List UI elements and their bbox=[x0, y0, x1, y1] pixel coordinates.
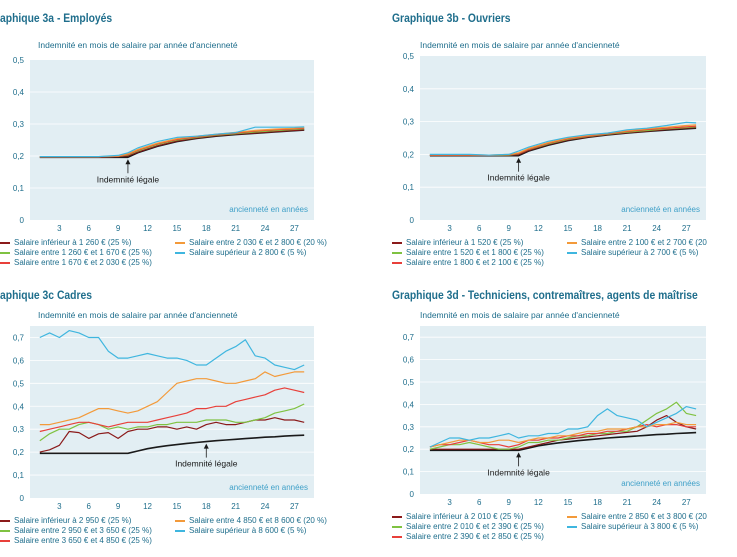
x-tick-label: 9 bbox=[115, 502, 121, 511]
x-tick-label: 24 bbox=[260, 502, 270, 511]
legend-item bbox=[567, 512, 707, 521]
legend-item bbox=[0, 526, 152, 535]
y-tick-label: 0,7 bbox=[12, 333, 24, 343]
x-tick-label: 21 bbox=[622, 224, 632, 232]
y-tick-label: 0,2 bbox=[402, 150, 414, 160]
legend-swatch bbox=[175, 252, 185, 254]
legend-swatch bbox=[0, 242, 10, 244]
legend-item bbox=[175, 516, 327, 525]
y-tick-label: 0,1 bbox=[402, 467, 414, 477]
legend-label: Salaire entre 2 030 € et 2 800 € (20 %) bbox=[189, 238, 327, 247]
y-tick-label: 0,1 bbox=[402, 183, 414, 193]
panel-subtitle: Indemnité en mois de salaire par année d'ancienneté bbox=[38, 40, 238, 50]
x-tick-label: 12 bbox=[533, 498, 543, 507]
x-axis-label: ancienneté en années bbox=[621, 205, 700, 214]
panel-title: Graphique 3d - Techniciens, contremaîtres, agents de maîtrise bbox=[392, 290, 698, 302]
legend-swatch bbox=[567, 242, 577, 244]
chart-3d bbox=[392, 322, 722, 508]
panel-subtitle: Indemnité en mois de salaire par année d'ancienneté bbox=[38, 310, 238, 320]
legend-item bbox=[392, 258, 544, 267]
legend-item bbox=[175, 526, 306, 535]
x-tick-label: 9 bbox=[115, 224, 121, 232]
x-tick-label: 3 bbox=[447, 498, 452, 507]
x-tick-label: 27 bbox=[289, 502, 299, 511]
legend-swatch bbox=[392, 516, 402, 518]
legend-item bbox=[567, 248, 698, 257]
legend-swatch bbox=[0, 520, 10, 522]
legend-item bbox=[392, 522, 544, 531]
legend-label: Salaire entre 2 850 € et 3 800 € (20 bbox=[581, 512, 707, 521]
x-tick-label: 27 bbox=[289, 224, 299, 232]
legend-label: Salaire entre 2 390 € et 2 850 € (25 %) bbox=[406, 532, 544, 541]
legend-swatch bbox=[392, 526, 402, 528]
x-tick-label: 15 bbox=[563, 224, 573, 232]
x-tick-label: 15 bbox=[172, 502, 182, 511]
legend-swatch bbox=[0, 262, 10, 264]
y-tick-label: 0,4 bbox=[12, 402, 24, 412]
y-tick-label: 0 bbox=[19, 216, 24, 225]
x-tick-label: 12 bbox=[533, 224, 543, 232]
y-tick-label: 0,2 bbox=[12, 152, 24, 161]
chart-3c bbox=[0, 322, 330, 512]
panel-title: aphique 3a - Employés bbox=[0, 13, 113, 25]
y-tick-label: 0,4 bbox=[402, 84, 414, 94]
legend-swatch bbox=[0, 540, 10, 542]
x-tick-label: 9 bbox=[506, 224, 511, 232]
x-tick-label: 6 bbox=[476, 224, 482, 232]
y-tick-label: 0,6 bbox=[12, 356, 24, 366]
y-tick-label: 0,3 bbox=[402, 117, 414, 127]
chart-3a bbox=[0, 52, 330, 232]
legend-item bbox=[0, 536, 152, 545]
legend-label: Salaire supérieur à 2 800 € (5 %) bbox=[189, 248, 307, 257]
y-tick-label: 0,7 bbox=[402, 333, 414, 343]
y-tick-label: 0,4 bbox=[12, 88, 24, 97]
panel-title: Graphique 3b - Ouvriers bbox=[392, 13, 511, 25]
y-tick-label: 0,1 bbox=[12, 471, 24, 481]
legend-swatch bbox=[392, 536, 402, 538]
legend-item bbox=[567, 238, 707, 247]
legend-swatch bbox=[0, 252, 10, 254]
y-tick-label: 0 bbox=[409, 490, 414, 499]
y-tick-label: 0 bbox=[409, 216, 414, 225]
chart-3b bbox=[392, 52, 722, 232]
legend-swatch bbox=[175, 242, 185, 244]
y-tick-label: 0,1 bbox=[12, 184, 24, 193]
legend-label: Salaire entre 1 260 € et 1 670 € (25 %) bbox=[14, 248, 152, 257]
x-tick-label: 12 bbox=[143, 502, 152, 511]
x-axis-label: ancienneté en années bbox=[229, 483, 308, 492]
x-tick-label: 15 bbox=[563, 498, 573, 507]
y-tick-label: 0,5 bbox=[12, 379, 24, 389]
y-tick-label: 0,5 bbox=[402, 52, 414, 61]
legend-item bbox=[0, 258, 152, 267]
legend-label: Salaire entre 4 850 € et 8 600 € (20 %) bbox=[189, 516, 327, 525]
x-tick-label: 6 bbox=[86, 224, 91, 232]
legend-label: Salaire supérieur à 2 700 € (5 %) bbox=[581, 248, 699, 257]
legend-label: Salaire inférieur à 2 010 € (25 %) bbox=[406, 512, 524, 521]
x-tick-label: 24 bbox=[260, 224, 270, 232]
legend-swatch bbox=[175, 520, 185, 522]
y-tick-label: 0,2 bbox=[402, 445, 414, 455]
legend-swatch bbox=[392, 262, 402, 264]
y-tick-label: 0,3 bbox=[402, 422, 414, 432]
legend-item bbox=[175, 248, 306, 257]
x-tick-label: 21 bbox=[231, 502, 241, 511]
legend-label: Salaire entre 2 010 € et 2 390 € (25 %) bbox=[406, 522, 544, 531]
x-axis-label: ancienneté en années bbox=[621, 479, 700, 488]
panel-title: aphique 3c Cadres bbox=[0, 290, 93, 302]
x-tick-label: 6 bbox=[476, 498, 482, 507]
annotation-label: Indemnité légale bbox=[487, 467, 550, 478]
x-tick-label: 9 bbox=[506, 498, 511, 507]
legend-label: Salaire entre 1 520 € et 1 800 € (25 %) bbox=[406, 248, 544, 257]
annotation-label: Indemnité légale bbox=[96, 174, 160, 185]
legend-swatch bbox=[392, 242, 402, 244]
legend-item bbox=[567, 522, 698, 531]
x-tick-label: 21 bbox=[231, 224, 241, 232]
legend-swatch bbox=[567, 526, 577, 528]
legend-swatch bbox=[0, 530, 10, 532]
plot-area bbox=[30, 326, 314, 498]
legend-item bbox=[392, 238, 523, 247]
x-tick-label: 3 bbox=[447, 224, 452, 232]
legend-label: Salaire inférieur à 1 520 € (25 %) bbox=[406, 238, 524, 247]
legend-label: Salaire entre 2 100 € et 2 700 € (20 bbox=[581, 238, 707, 247]
legend-swatch bbox=[175, 530, 185, 532]
legend-label: Salaire inférieur à 2 950 € (25 %) bbox=[14, 516, 132, 525]
x-tick-label: 24 bbox=[652, 498, 662, 507]
y-tick-label: 0,5 bbox=[402, 378, 414, 387]
legend-label: Salaire entre 2 950 € et 3 650 € (25 %) bbox=[14, 526, 152, 535]
legend-label: Salaire entre 1 670 € et 2 030 € (25 %) bbox=[14, 258, 152, 267]
y-tick-label: 0 bbox=[19, 494, 24, 503]
y-tick-label: 0,5 bbox=[12, 56, 24, 65]
y-tick-label: 0,2 bbox=[12, 448, 24, 458]
legend-label: Salaire supérieur à 8 600 € (5 %) bbox=[189, 526, 307, 535]
annotation-label: Indemnité légale bbox=[487, 172, 550, 183]
legend-label: Salaire supérieur à 3 800 € (5 %) bbox=[581, 522, 699, 531]
x-tick-label: 6 bbox=[86, 502, 91, 511]
y-tick-label: 0,6 bbox=[402, 355, 414, 365]
y-tick-label: 0,3 bbox=[12, 120, 24, 129]
legend-item bbox=[0, 238, 131, 247]
x-tick-label: 3 bbox=[57, 224, 62, 232]
x-tick-label: 18 bbox=[201, 224, 211, 232]
legend-label: Salaire entre 3 650 € et 4 850 € (25 %) bbox=[14, 536, 152, 545]
y-tick-label: 0,4 bbox=[402, 400, 414, 410]
panel-subtitle: Indemnité en mois de salaire par année d'ancienneté bbox=[420, 310, 620, 320]
legend-swatch bbox=[392, 252, 402, 254]
x-tick-label: 27 bbox=[681, 224, 691, 232]
legend-item bbox=[0, 248, 152, 257]
legend-swatch bbox=[567, 516, 577, 518]
x-tick-label: 12 bbox=[143, 224, 152, 232]
legend-item bbox=[392, 532, 544, 541]
x-axis-label: ancienneté en années bbox=[229, 205, 308, 214]
legend-item bbox=[392, 512, 523, 521]
x-tick-label: 15 bbox=[172, 224, 182, 232]
x-tick-label: 18 bbox=[593, 224, 602, 232]
x-tick-label: 18 bbox=[593, 498, 602, 507]
annotation-label: Indemnité légale bbox=[175, 458, 238, 469]
x-tick-label: 24 bbox=[652, 224, 662, 232]
legend-swatch bbox=[567, 252, 577, 254]
x-tick-label: 3 bbox=[57, 502, 62, 511]
legend-item bbox=[175, 238, 327, 247]
legend-label: Salaire inférieur à 1 260 € (25 %) bbox=[14, 238, 132, 247]
panel-subtitle: Indemnité en mois de salaire par année d'ancienneté bbox=[420, 40, 620, 50]
x-tick-label: 21 bbox=[622, 498, 632, 507]
legend-item bbox=[392, 248, 544, 257]
y-tick-label: 0,3 bbox=[12, 425, 24, 435]
legend-item bbox=[0, 516, 131, 525]
legend-label: Salaire entre 1 800 € et 2 100 € (25 %) bbox=[406, 258, 544, 267]
x-tick-label: 27 bbox=[681, 498, 691, 507]
x-tick-label: 18 bbox=[201, 502, 211, 511]
